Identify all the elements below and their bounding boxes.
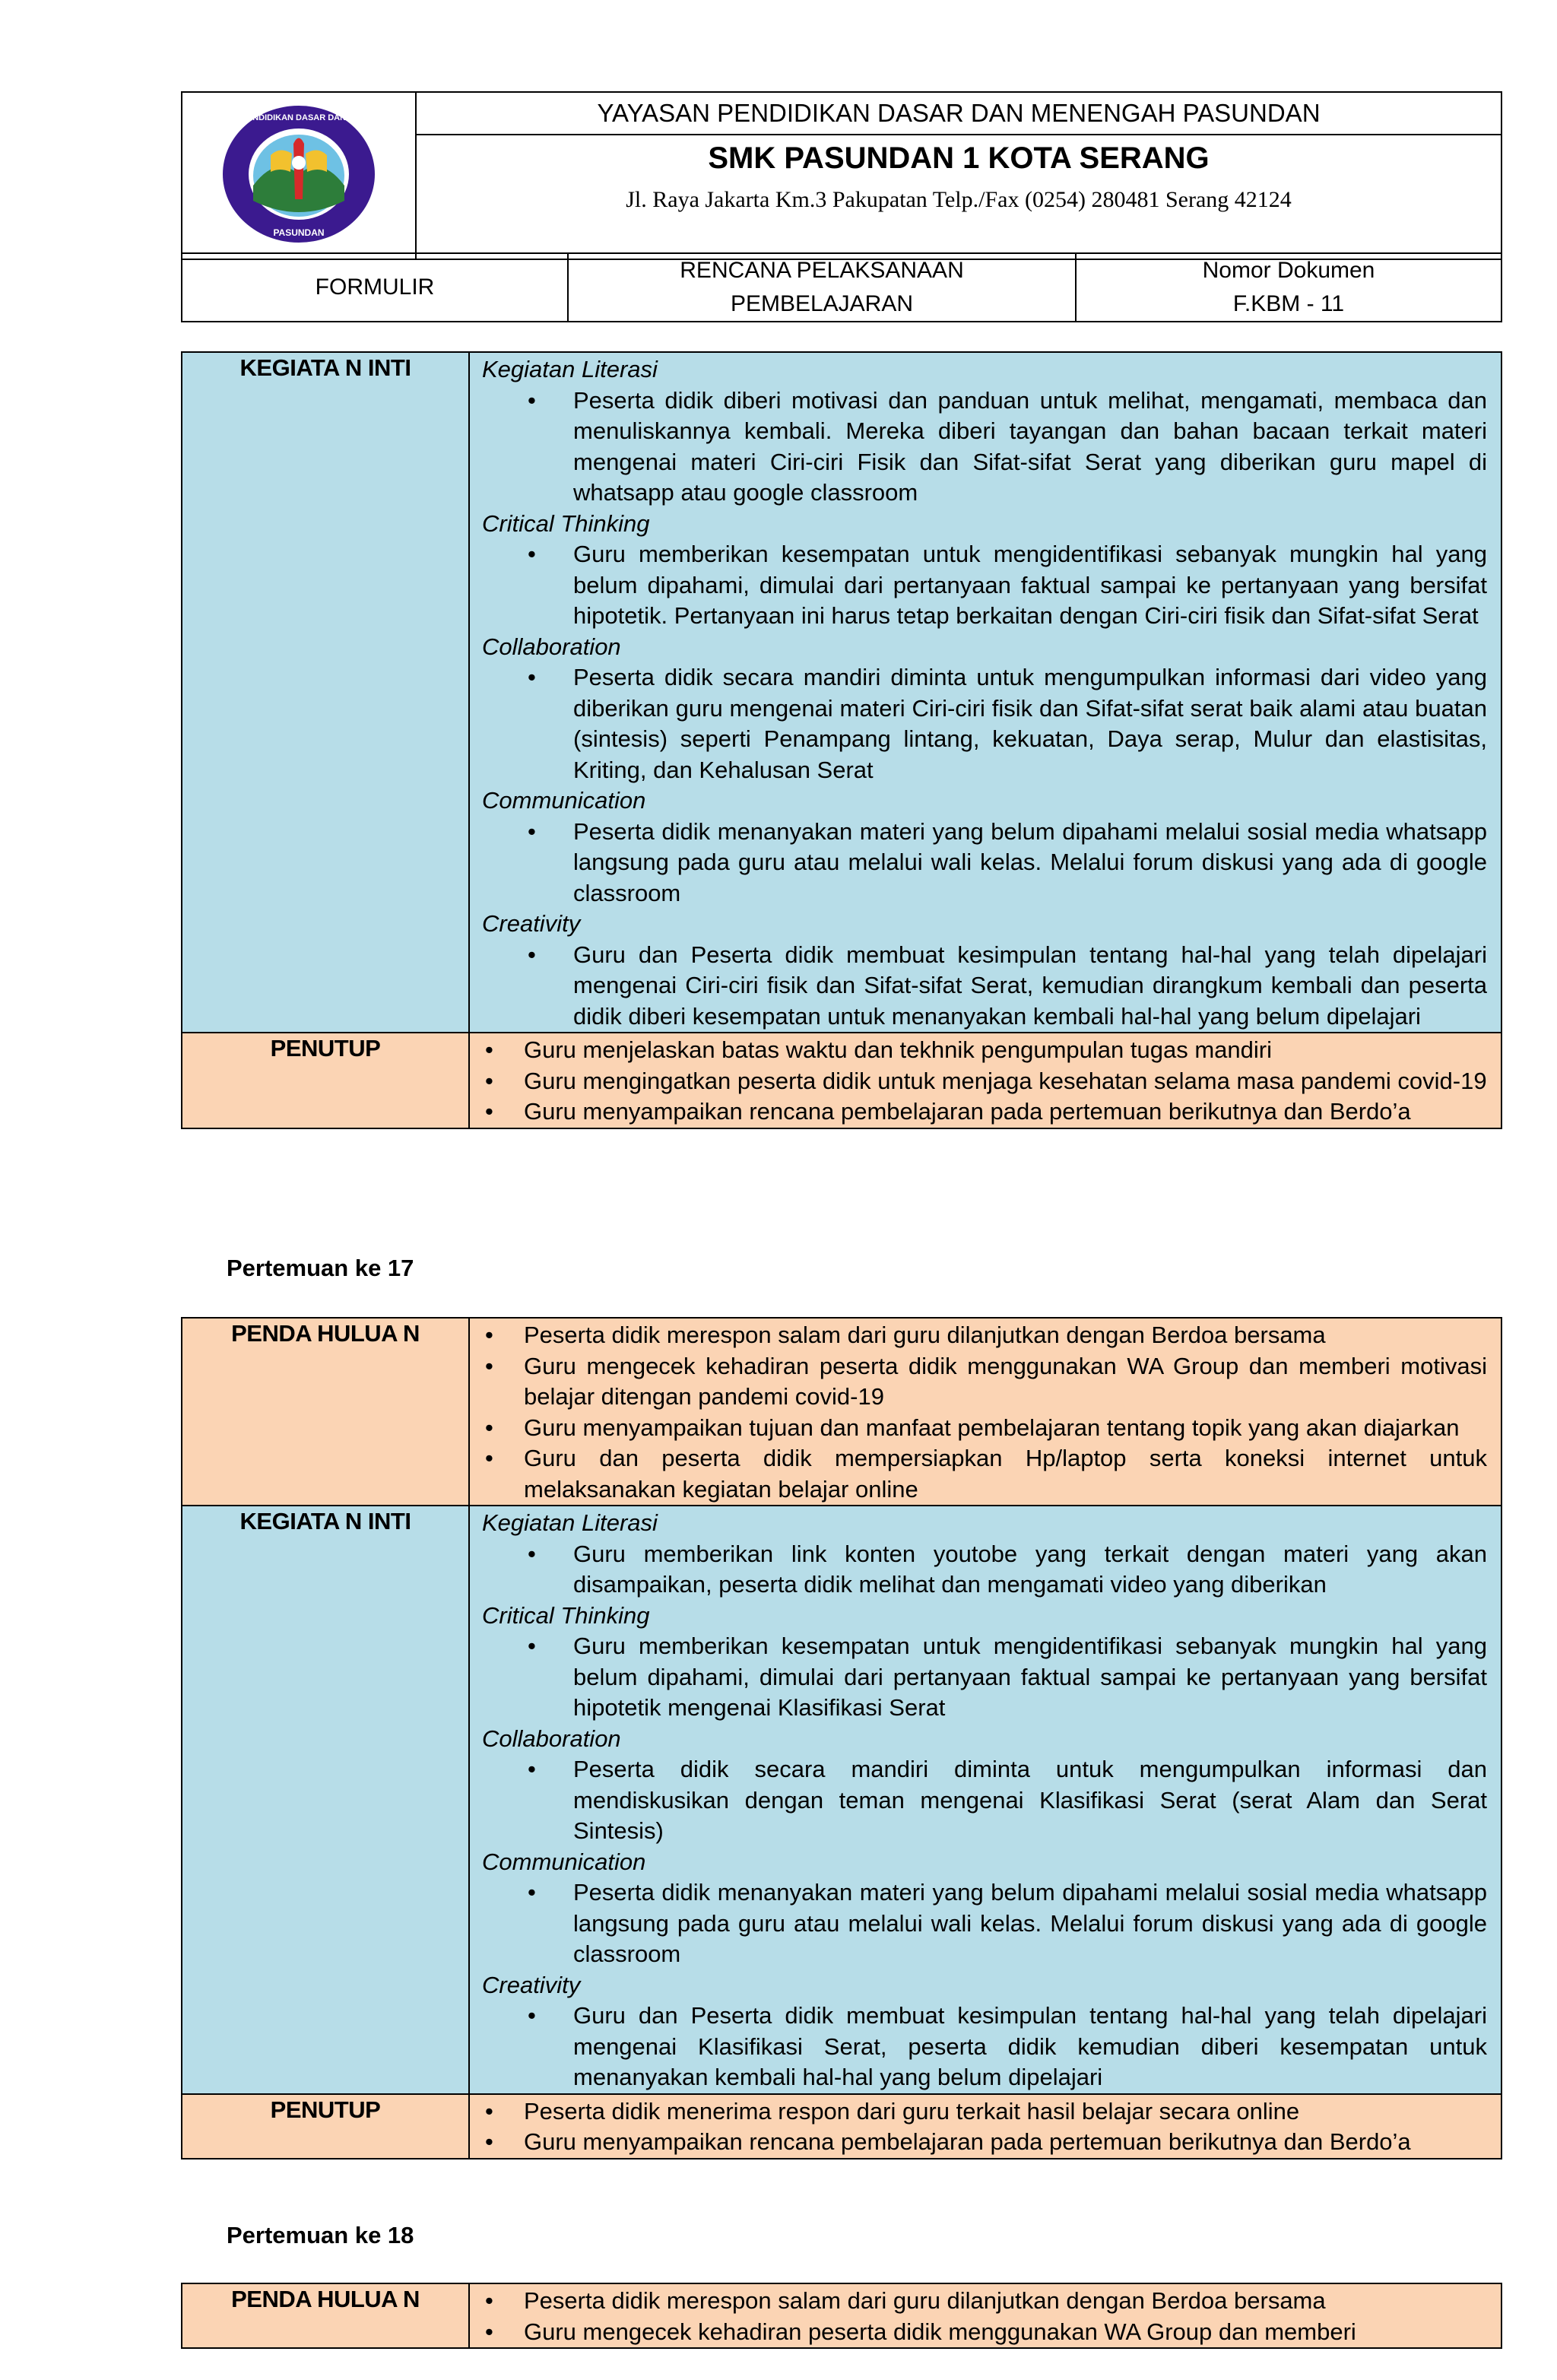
meeting-heading-18: Pertemuan ke 18 xyxy=(227,2222,414,2248)
section-title: Creativity xyxy=(482,910,581,937)
list-item: • Peserta didik merespon salam dari guru dilanjutkan dengan Berdoa bersama xyxy=(482,2286,1487,2317)
list-item: • Peserta didik merespon salam dari guru dilanjutkan dengan Berdoa bersama xyxy=(482,1320,1487,1351)
list-item: • Peserta didik secara mandiri diminta untuk mengumpulkan informasi dari video yang diberikan guru mengenai materi Ciri-ciri fisik dan Sifat-sifat serat baik alami atau buatan (sintesis) seperti Penampang lintang, kekuatan, Daya serap, Mulur dan elastisitas, Kriting, dan Kehalusan Serat xyxy=(482,662,1487,785)
row-label-pendahuluan: PENDA HULUA N xyxy=(182,1318,469,1506)
row-label-kegiatan-inti: KEGIATA N INTI xyxy=(182,1506,469,2094)
section-title: Kegiatan Literasi xyxy=(482,356,658,382)
pendahuluan-content xyxy=(469,1318,1502,1506)
kegiatan-inti-content xyxy=(469,1506,1502,2094)
letterhead xyxy=(181,91,1502,260)
section-title: Critical Thinking xyxy=(482,509,650,537)
list-item: • Peserta didik secara mandiri diminta untuk mengumpulkan informasi dan mendiskusikan dengan teman mengenai Klasifikasi Serat (serat Alam dan Serat Sintesis) xyxy=(482,1754,1487,1847)
list-item: • Guru dan Peserta didik membuat kesimpulan tentang hal-hal yang telah dipelajari mengenai Ciri-ciri fisik dan Sifat-sifat Serat, kemudian dirangkum kembali dan peserta didik diberi kesempatan untuk menanyakan kembali hal-hal yang belum dipelajari xyxy=(482,940,1487,1033)
penutup-content xyxy=(469,1033,1502,1128)
school-address: Jl. Raya Jakarta Km.3 Pakupatan Telp./Fax (0254) 280481 Serang 42124 xyxy=(416,181,1502,259)
section-title: Communication xyxy=(482,787,646,814)
list-item: • Guru menyampaikan tujuan dan manfaat pembelajaran tentang topik yang akan diajarkan xyxy=(482,1413,1487,1444)
pendahuluan-content xyxy=(469,2283,1502,2348)
kegiatan-inti-content xyxy=(469,352,1502,1033)
section-title: Creativity xyxy=(482,1971,581,1998)
logo-cell xyxy=(182,92,416,259)
doc-title-line1: RENCANA PELAKSANAAN xyxy=(680,258,964,283)
section-title: Kegiatan Literasi xyxy=(482,1509,658,1536)
doc-number: F.KBM - 11 xyxy=(1232,291,1345,316)
row-label-kegiatan-inti: KEGIATA N INTI xyxy=(182,352,469,1033)
meeting-heading-17: Pertemuan ke 17 xyxy=(227,1255,414,1281)
penutup-content xyxy=(469,2094,1502,2159)
row-label-penutup: PENUTUP xyxy=(182,1033,469,1128)
section-title: Collaboration xyxy=(482,1725,621,1752)
list-item: • Peserta didik menerima respon dari guru terkait hasil belajar secara online xyxy=(482,2096,1487,2128)
list-item: • Guru menyampaikan rencana pembelajaran pada pertemuan berikutnya dan Berdo’a xyxy=(482,1096,1487,1128)
list-item: • Guru memberikan kesempatan untuk mengidentifikasi sebanyak mungkin hal yang belum dipahami, dimulai dari pertanyaan faktual sampai ke pertanyaan yang bersifat hipotetik mengenai Klasifikasi Serat xyxy=(482,1631,1487,1724)
list-item: • Guru memberikan kesempatan untuk mengidentifikasi sebanyak mungkin hal yang belum dipahami, dimulai dari pertanyaan faktual sampai ke pertanyaan yang bersifat hipotetik. Pertanyaan ini harus tetap berkaitan dengan Ciri-ciri fisik dan Sifat-sifat Serat xyxy=(482,539,1487,632)
list-item: • Guru mengecek kehadiran peserta didik menggunakan WA Group dan memberi xyxy=(482,2317,1487,2348)
doc-title-line2: PEMBELAJARAN xyxy=(730,291,914,316)
svg-text:PASUNDAN: PASUNDAN xyxy=(273,227,325,238)
school-name: SMK PASUNDAN 1 KOTA SERANG xyxy=(416,135,1502,181)
section-title: Collaboration xyxy=(482,633,621,660)
list-item: • Guru mengecek kehadiran peserta didik menggunakan WA Group dan memberi motivasi belajar ditengan pandemi covid-19 xyxy=(482,1351,1487,1413)
lesson-table-17 xyxy=(181,1317,1502,2159)
lesson-table-18 xyxy=(181,2283,1502,2349)
section-title: Communication xyxy=(482,1848,646,1875)
doc-title xyxy=(568,253,1076,322)
list-item: • Guru dan Peserta didik membuat kesimpulan tentang hal-hal yang telah dipelajari mengenai Klasifikasi Serat, peserta didik kemudian diberi kesempatan untuk menanyakan kembali hal-hal yang belum dipelajari xyxy=(482,2001,1487,2093)
doc-number-cell xyxy=(1076,253,1502,322)
list-item: • Guru menjelaskan batas waktu dan tekhnik pengumpulan tugas mandiri xyxy=(482,1035,1487,1066)
list-item: • Peserta didik menanyakan materi yang belum dipahami melalui sosial media whatsapp langsung pada guru atau melalui wali kelas. Melalui forum diskusi yang ada di google classroom xyxy=(482,1877,1487,1970)
list-item: • Guru menyampaikan rencana pembelajaran pada pertemuan berikutnya dan Berdo’a xyxy=(482,2127,1487,2158)
list-item: • Guru dan peserta didik mempersiapkan Hp/laptop serta koneksi internet untuk melaksanakan kegiatan belajar online xyxy=(482,1443,1487,1505)
row-label-penutup: PENUTUP xyxy=(182,2094,469,2159)
form-label: FORMULIR xyxy=(182,253,568,322)
list-item: • Guru mengingatkan peserta didik untuk menjaga kesehatan selama masa pandemi covid-19 xyxy=(482,1066,1487,1097)
list-item: • Peserta didik menanyakan materi yang belum dipahami melalui sosial media whatsapp langsung pada guru atau melalui wali kelas. Melalui forum diskusi yang ada di google classroom xyxy=(482,817,1487,909)
foundation-name: YAYASAN PENDIDIKAN DASAR DAN MENENGAH PASUNDAN xyxy=(416,92,1502,135)
doc-number-label: Nomor Dokumen xyxy=(1202,258,1375,283)
row-label-pendahuluan: PENDA HULUA N xyxy=(182,2283,469,2348)
school-logo-icon xyxy=(200,102,398,246)
form-info-row xyxy=(181,252,1502,322)
list-item: • Peserta didik diberi motivasi dan panduan untuk melihat, mengamati, membaca dan menuliskannya kembali. Mereka diberi tayangan dan bahan bacaan terkait materi mengenai materi Ciri-ciri Fisik dan Sifat-sifat Serat yang diberikan guru mapel di whatsapp atau google classroom xyxy=(482,386,1487,509)
section-title: Critical Thinking xyxy=(482,1601,650,1629)
list-item: • Guru memberikan link konten youtobe yang terkait dengan materi yang akan disampaikan, peserta didik melihat dan mengamati video yang diberikan xyxy=(482,1539,1487,1601)
svg-text:YAYASAN PENDIDIKAN DASAR DAN M: YAYASAN PENDIDIKAN DASAR DAN MENENGAH xyxy=(200,113,398,122)
lesson-table-16 xyxy=(181,351,1502,1129)
